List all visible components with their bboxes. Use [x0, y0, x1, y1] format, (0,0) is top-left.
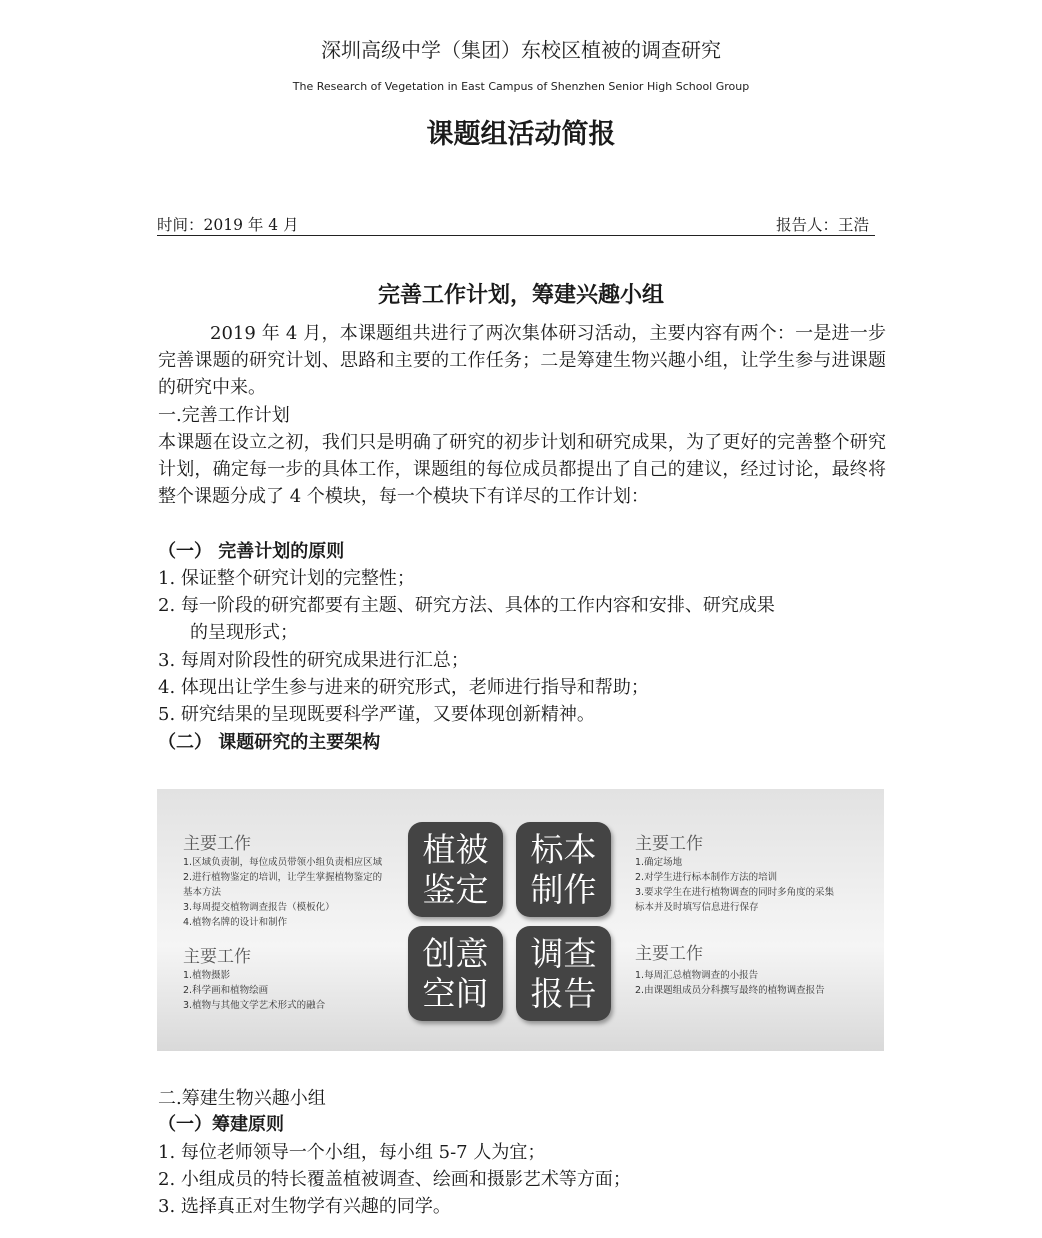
panel-item: 标本并及时填写信息进行保存 [635, 902, 759, 913]
module-tile-survey-report [516, 926, 611, 1021]
report-author: 报告人：王浩 [775, 216, 869, 234]
tile-label: 鉴定 [422, 869, 489, 909]
panel-items [183, 855, 382, 930]
list-item: 4. 体现出让学生参与进来的研究形式，老师进行指导和帮助； [158, 677, 649, 698]
list-item: 1. 每位老师领导一个小组，每小组 5-7 人为宜； [158, 1142, 546, 1163]
panel-item: 基本方法 [183, 887, 222, 898]
document-header-title: 深圳高级中学（集团）东校区植被的调查研究 [321, 38, 721, 62]
tile-label: 标本 [530, 829, 597, 869]
part1-subheading-principles: （一） 完善计划的原则 [158, 541, 345, 562]
panel-items [635, 968, 825, 998]
list-item: 1. 保证整个研究计划的完整性； [158, 568, 415, 589]
panel-item: 2.对学生进行标本制作方法的培训 [635, 872, 778, 883]
meta-row [157, 213, 875, 236]
panel-title: 主要工作 [183, 834, 251, 854]
panel-item: 3.要求学生在进行植物调查的同时多角度的采集 [635, 887, 835, 898]
part1-paragraph: 本课题在设立之初，我们只是明确了研究的初步计划和研究成果，为了更好的完善整个研究计划，确定每一步的具体工作，课题组的每位成员都提出了自己的建议，经过讨论，最终将整个课题分成了 4 个模块，每一个模块下有详尽的工作计划： [158, 432, 886, 507]
tile-label: 报告 [530, 973, 597, 1013]
tile-label: 调查 [530, 933, 597, 973]
part2-subheading: （一）筹建原则 [158, 1114, 284, 1135]
list-item-continuation: 的呈现形式； [190, 622, 298, 643]
panel-items [183, 968, 325, 1013]
panel-item: 4.植物名牌的设计和制作 [183, 917, 288, 928]
tile-label: 空间 [422, 973, 489, 1013]
module-tile-specimen-making [516, 822, 611, 917]
research-framework-diagram [157, 789, 884, 1051]
panel-item: 1.每周汇总植物调查的小报告 [635, 970, 759, 981]
list-item: 3. 选择真正对生物学有兴趣的同学。 [158, 1196, 451, 1217]
section-title: 完善工作计划，筹建兴趣小组 [377, 282, 664, 308]
panel-item: 2.由课题组成员分科撰写最终的植物调查报告 [635, 985, 825, 996]
page-title: 课题组活动简报 [426, 119, 616, 150]
panel-items [635, 855, 834, 915]
tile-label: 创意 [422, 933, 489, 973]
part2-heading: 二.筹建生物兴趣小组 [158, 1088, 326, 1109]
part1-heading: 一.完善工作计划 [158, 405, 290, 426]
part1-subheading-framework: （二） 课题研究的主要架构 [158, 732, 381, 753]
panel-item: 1.植物摄影 [183, 970, 231, 981]
intro-paragraph: 2019 年 4 月，本课题组共进行了两次集体研习活动，主要内容有两个：一是进一步完善课题的研究计划、思路和主要的工作任务；二是筹建生物兴趣小组，让学生参与进课题的研究中来。 [158, 323, 886, 398]
panel-item: 3.植物与其他文学艺术形式的融合 [183, 1000, 326, 1011]
panel-item: 1.区域负责制，每位成员带领小组负责相应区域 [183, 857, 383, 868]
panel-title: 主要工作 [635, 834, 703, 854]
tile-label: 制作 [530, 869, 597, 909]
module-tile-creative-space [408, 926, 503, 1021]
report-time: 时间：2019 年 4 月 [157, 216, 299, 234]
list-item: 2. 每一阶段的研究都要有主题、研究方法、具体的工作内容和安排、研究成果 [158, 595, 775, 616]
panel-item: 2.科学画和植物绘画 [183, 985, 269, 996]
module-tile-vegetation-identification [408, 822, 503, 917]
document-header-subtitle: The Research of Vegetation in East Campus of Shenzhen Senior High School Group [292, 80, 750, 93]
list-item: 2. 小组成员的特长覆盖植被调查、绘画和摄影艺术等方面； [158, 1169, 631, 1190]
tile-label: 植被 [422, 829, 489, 869]
list-item: 3. 每周对阶段性的研究成果进行汇总； [158, 650, 469, 671]
panel-item: 2.进行植物鉴定的培训，让学生掌握植物鉴定的 [183, 872, 383, 883]
panel-item: 1.确定场地 [635, 857, 683, 868]
panel-title: 主要工作 [635, 944, 703, 964]
list-item: 5. 研究结果的呈现既要科学严谨，又要体现创新精神。 [158, 704, 595, 725]
panel-title: 主要工作 [183, 947, 251, 967]
panel-item: 3.每周提交植物调查报告（模板化） [183, 902, 335, 913]
